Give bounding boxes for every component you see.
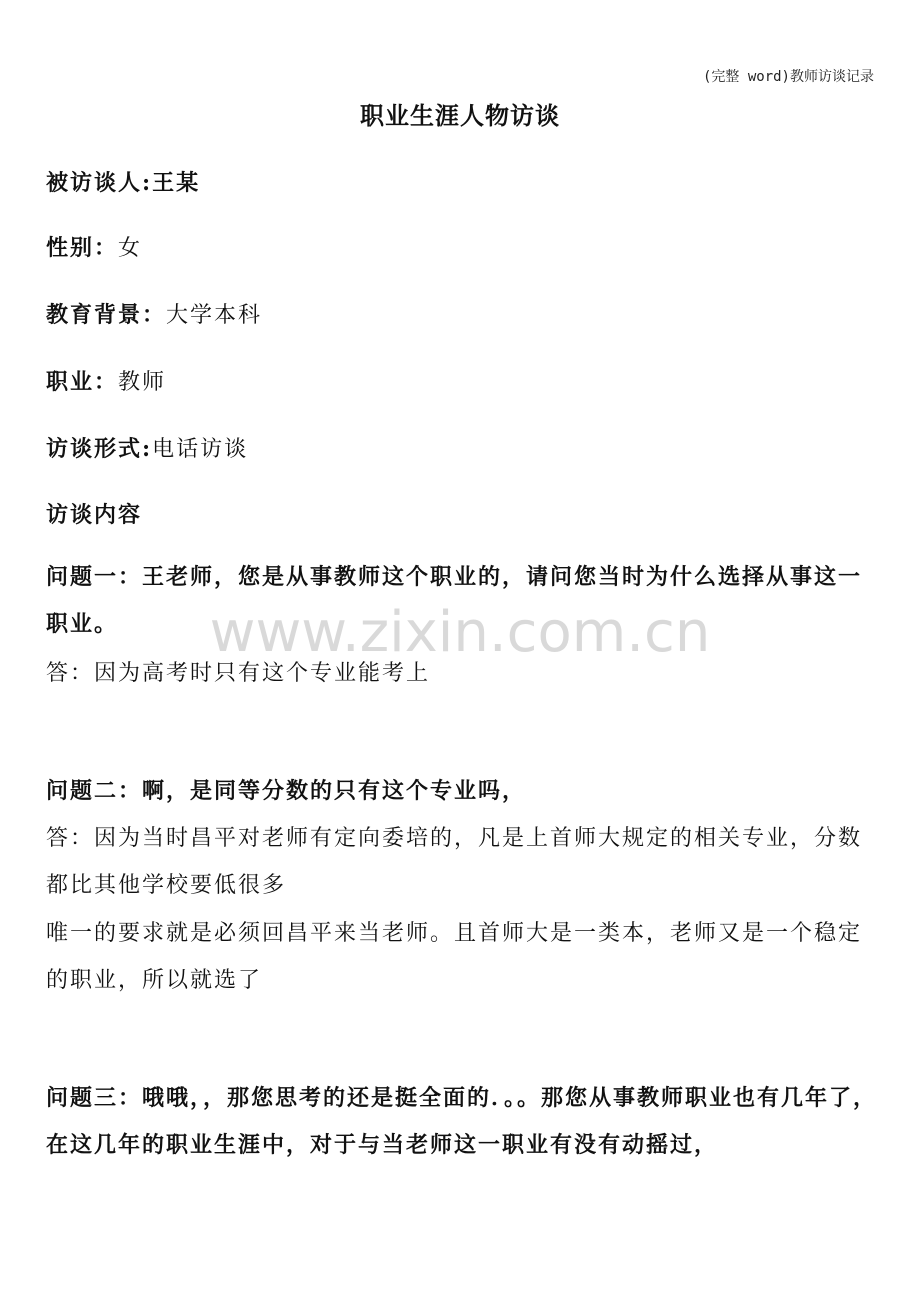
document-title: 职业生涯人物访谈 <box>360 101 560 130</box>
question-3: 问题三：哦哦，，那您思考的还是挺全面的．。。那您从事教师职业也有几年了，在这几年的职业生涯中，对于与当老师这一职业有没有动摇过， <box>46 1085 878 1158</box>
format-label: 访谈形式: <box>46 436 153 462</box>
interviewee-value: 王某 <box>152 170 201 196</box>
answer-2: 答：因为当时昌平对老师有定向委培的，凡是上首师大规定的相关专业，分数都比其他学校要低很多 <box>46 826 863 898</box>
occupation-label: 职业： <box>46 369 119 395</box>
format-field <box>46 432 248 463</box>
header-note: (完整 word)教师访谈记录 <box>702 69 874 85</box>
format-value: 电话访谈 <box>152 437 249 462</box>
education-field <box>46 298 262 329</box>
gender-value: 女 <box>118 236 143 261</box>
education-label: 教育背景： <box>46 302 167 328</box>
occupation-value: 教师 <box>118 370 167 395</box>
occupation-field <box>46 365 166 396</box>
interviewee-field <box>46 166 200 197</box>
question-2: 问题二：啊，是同等分数的只有这个专业吗， <box>46 778 527 804</box>
question-1: 问题一：王老师，您是从事教师这个职业的，请问您当时为什么选择从事这一职业。 <box>46 564 863 637</box>
interviewee-label: 被访谈人: <box>46 170 153 196</box>
education-value: 大学本科 <box>166 303 263 328</box>
watermark: www.zixin.com.cn <box>209 600 711 665</box>
gender-field <box>46 231 142 262</box>
gender-label: 性别： <box>46 235 119 261</box>
answer-2-continued: 唯一的要求就是必须回昌平来当老师。且首师大是一类本，老师又是一个稳定的职业，所以就选了 <box>46 921 863 993</box>
answer-1: 答：因为高考时只有这个专业能考上 <box>46 661 431 686</box>
content-heading: 访谈内容 <box>46 502 143 528</box>
